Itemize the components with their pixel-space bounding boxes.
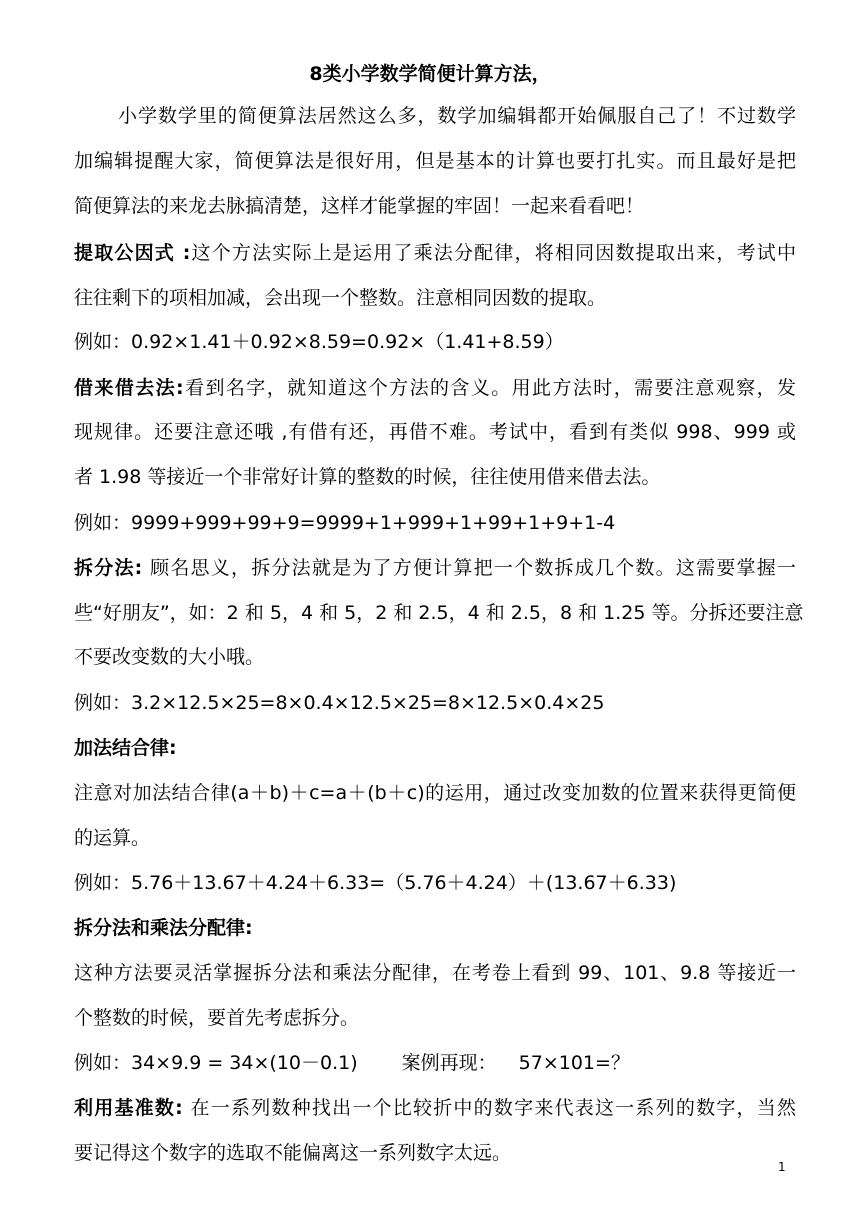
- section-text: 看到名字，就知道这个方法的含义。用此方法时，需要注意观察，发: [183, 377, 796, 399]
- paragraph-line: 不要改变数的大小哦。: [74, 646, 265, 668]
- case-label: 案例再现：: [401, 1052, 497, 1074]
- section-heading: 利用基准数:: [74, 1097, 191, 1119]
- paragraph-line: 注意对加法结合律(a＋b)＋c=a＋(b＋c)的运用，通过改变加数的位置来获得更简便: [74, 782, 796, 804]
- paragraph-line: [74, 1093, 796, 1123]
- intro-line: 加编辑提醒大家，简便算法是很好用，但是基本的计算也要打扎实。而且最好是把: [74, 150, 796, 172]
- paragraph-line: 者 1.98 等接近一个非常好计算的整数的时候，往往使用借来借去法。: [74, 466, 661, 488]
- section-heading: 借来借去法:: [74, 377, 184, 399]
- section-heading: 拆分法:: [74, 557, 151, 579]
- paragraph-line: 要记得这个数字的选取不能偏离这一系列数字太远。: [74, 1142, 512, 1164]
- intro-line: 简便算法的来龙去脉搞清楚，这样才能掌握的牢固！一起来看看吧！: [74, 195, 645, 217]
- paragraph-line: [74, 238, 796, 268]
- example-line: 例如：9999+999+99+9=9999+1+999+1+99+1+9+1-4: [74, 512, 616, 534]
- example-line: 例如：3.2×12.5×25=8×0.4×12.5×25=8×12.5×0.4×25: [74, 692, 605, 714]
- case-value: 57×101=？: [518, 1052, 630, 1074]
- page-number: 1: [778, 1160, 786, 1174]
- section-heading: 拆分法和乘法分配律:: [74, 917, 253, 939]
- paragraph-line: [74, 373, 796, 403]
- section-text: 在一系列数种找出一个比较折中的数字来代表这一系列的数字，当然: [190, 1097, 796, 1119]
- intro-line: 小学数学里的简便算法居然这么多，数学加编辑都开始佩服自己了！不过数学: [118, 105, 796, 127]
- paragraph-line: 些“好朋友”，如：2 和 5，4 和 5，2 和 2.5，4 和 2.5，8 和 1.25 等。分拆还要注意: [74, 602, 804, 624]
- paragraph-line: 往往剩下的项相加减，会出现一个整数。注意相同因数的提取。: [74, 287, 607, 309]
- paragraph-line: 现规律。还要注意还哦 ,有借有还，再借不难。考试中，看到有类似 998、999 或: [74, 421, 796, 443]
- document-title: 8类小学数学简便计算方法，: [309, 63, 551, 85]
- paragraph-line: [74, 553, 796, 583]
- paragraph-line: 这种方法要灵活掌握拆分法和乘法分配律，在考卷上看到 99、101、9.8 等接近一: [74, 962, 796, 984]
- section-heading: 加法结合律:: [74, 737, 177, 759]
- section-text: 顾名思义，拆分法就是为了方便计算把一个数拆成几个数。这需要掌握一: [150, 557, 796, 579]
- example-formula: 例如：34×9.9 = 34×(10－0.1): [74, 1052, 358, 1074]
- example-line: [74, 1048, 796, 1078]
- example-line: 例如：5.76＋13.67＋4.24＋6.33=（5.76＋4.24）＋(13.67＋6.33): [74, 872, 677, 894]
- section-heading: 提取公因式 :: [74, 242, 191, 264]
- paragraph-line: 的运算。: [74, 827, 151, 849]
- paragraph-line: 个整数的时候，要首先考虑拆分。: [74, 1007, 360, 1029]
- example-line: 例如：0.92×1.41＋0.92×8.59=0.92×（1.41+8.59）: [74, 331, 564, 353]
- section-text: 这个方法实际上是运用了乘法分配律，将相同因数提取出来，考试中: [190, 242, 796, 264]
